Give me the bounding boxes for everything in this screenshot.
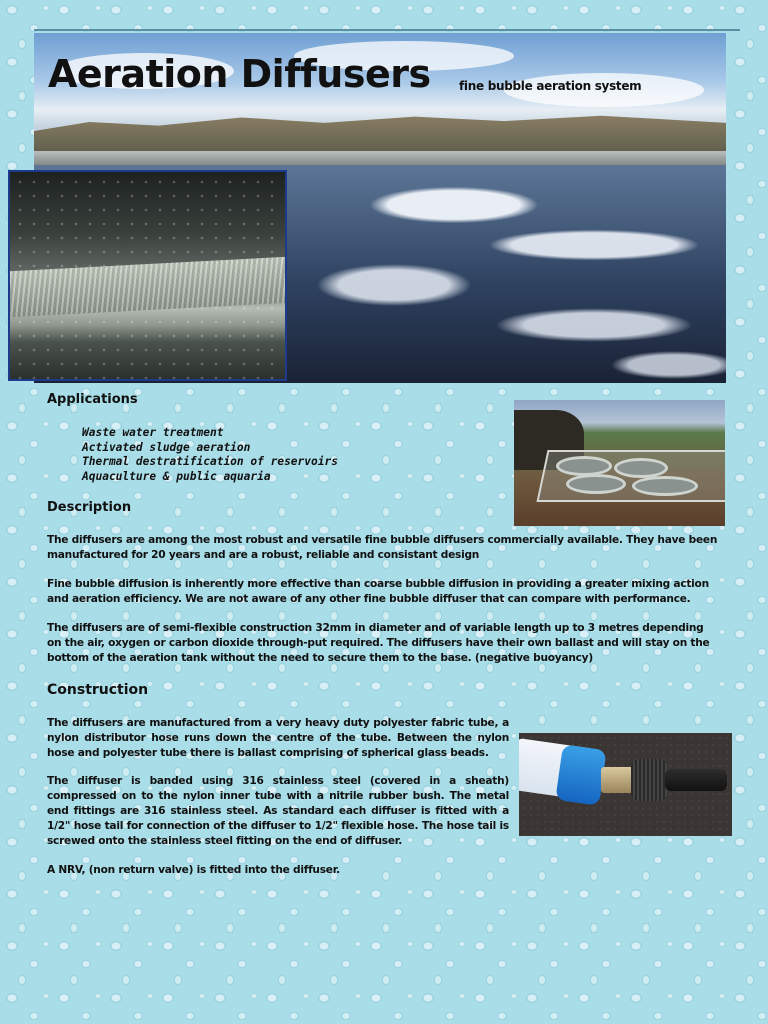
list-item: Thermal destratification of reservoirs — [82, 455, 338, 469]
construction-paragraph-3: A NRV, (non return valve) is fitted into the diffuser. — [47, 864, 340, 876]
construction-paragraph-2: The diffuser is banded using 316 stainless steel (covered in a sheath) compressed on to the nylon inner tube with a nitrile rubber bush. The metal end fittings are 316 stainless steel. As standard each diffuser is fitted with a 1/2" hose tail for connection of the diffuser to 1/2" flexible hose. The hose tail is screwed onto the stainless steel fitting on the end of diffuser. — [47, 775, 509, 847]
page-title: Aeration Diffusers — [48, 52, 431, 96]
construction-heading: Construction — [47, 682, 149, 698]
list-item: Activated sludge aeration — [82, 440, 251, 454]
description-paragraph-1: The diffusers are among the most robust and versatile fine bubble diffusers commercially available. They have been manufactured for 20 years and are a robust, reliable and consistant design — [47, 534, 718, 561]
description-paragraph-3: The diffusers are of semi-flexible construction 32mm in diameter and of variable length up to 3 metres depending on the air, oxygen or carbon dioxide through-put required. The diffusers have their own ballast and will stay on the bottom of the aeration tank without the need to secure them to the base. (negative buoyancy) — [47, 622, 710, 664]
construction-paragraph-1: The diffusers are manufactured from a very heavy duty polyester fabric tube, a nylon distributor hose runs down the centre of the tube. Between the nylon hose and polyester tube there is ballast comprising of spherical glass beads. — [47, 717, 509, 759]
diffuser-fitting-photo — [519, 733, 732, 836]
page-subtitle: fine bubble aeration system — [459, 79, 642, 93]
applications-list — [82, 426, 338, 484]
list-item: Aquaculture & public aquaria — [82, 469, 271, 483]
treatment-plant-photo — [514, 400, 725, 526]
list-item: Waste water treatment — [82, 426, 224, 439]
description-paragraph-2: Fine bubble diffusion is inherently more effective than coarse bubble diffusion in providing a greater mixing action and aeration efficiency. We are not aware of any other fine bubble diffuser that can compare with performance. — [47, 578, 709, 605]
description-heading: Description — [47, 500, 132, 515]
diffuser-bubbles-photo — [8, 170, 287, 381]
applications-heading: Applications — [47, 392, 138, 407]
top-divider — [34, 29, 740, 31]
